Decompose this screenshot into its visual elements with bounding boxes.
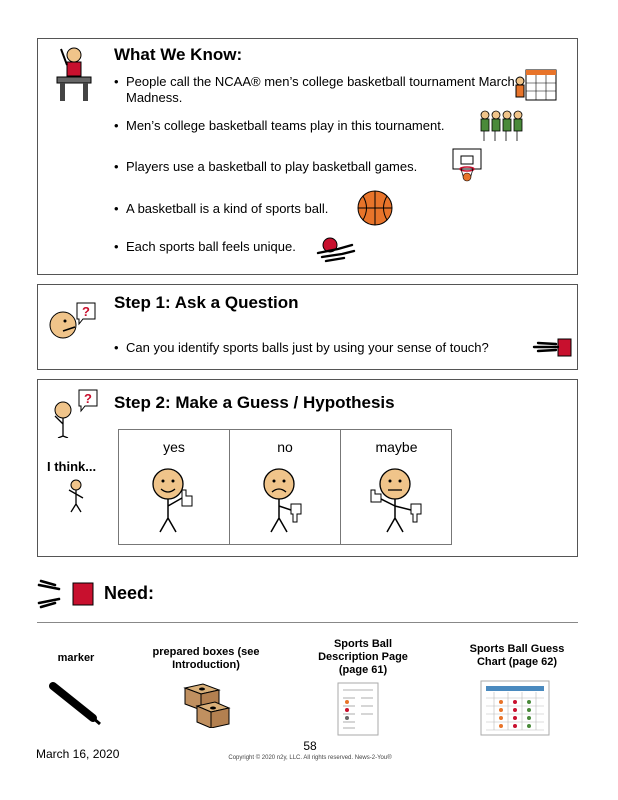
basketball-hoop-icon xyxy=(451,147,483,183)
choice-maybe-label: maybe xyxy=(375,439,418,455)
know-bullet-5: • Each sports ball feels unique. xyxy=(126,239,326,255)
choice-yes[interactable] xyxy=(119,430,230,545)
marker-icon xyxy=(47,680,103,726)
need-item-guess-chart: Sports Ball Guess Chart (page 62) xyxy=(469,643,565,668)
choice-yes-label: yes xyxy=(163,439,185,455)
footer-date: March 16, 2020 xyxy=(36,747,120,761)
step1-box xyxy=(37,284,578,370)
i-think-label: I think... xyxy=(47,459,97,474)
svg-text:?: ? xyxy=(84,391,92,406)
know-bullet-2: • Men’s college basketball teams play in this tournament. xyxy=(126,118,486,134)
basketball-team-icon xyxy=(479,109,525,143)
what-we-know-title: What We Know: xyxy=(114,45,243,64)
thumbs-down-person-icon xyxy=(259,466,311,534)
choice-no-label: no xyxy=(277,439,293,455)
touch-hand-icon xyxy=(532,337,572,359)
choice-no[interactable] xyxy=(230,430,341,545)
footer-copyright: Copyright © 2020 n2y, LLC. All rights reserved. News-2-You® xyxy=(228,755,392,761)
tournament-bracket-icon xyxy=(512,67,558,105)
know-bullet-4: • A basketball is a kind of sports ball. xyxy=(126,201,366,217)
step2-box xyxy=(37,379,578,557)
svg-text:?: ? xyxy=(82,304,90,319)
guess-chart-thumbnail xyxy=(480,680,550,736)
need-item-description-page: Sports Ball Description Page (page 61) xyxy=(318,638,408,676)
need-item-marker: marker xyxy=(57,652,95,664)
need-divider xyxy=(37,622,578,623)
hands-need-icon xyxy=(37,579,95,609)
small-person-icon xyxy=(65,478,87,514)
need-title: Need: xyxy=(104,583,155,603)
need-item-boxes: prepared boxes (see Introduction) xyxy=(152,646,260,671)
teacher-raising-hand-icon xyxy=(54,43,94,101)
step1-title: Step 1: Ask a Question xyxy=(114,293,299,312)
know-bullet-1: • People call the NCAA® men’s college basketball tournament March Madness. xyxy=(126,74,516,106)
cardboard-boxes-icon xyxy=(183,682,231,728)
maybe-person-icon xyxy=(365,466,427,534)
question-head-icon xyxy=(47,301,99,341)
choice-maybe[interactable] xyxy=(341,430,452,545)
hand-touching-ball-icon xyxy=(316,235,356,263)
step2-title: Step 2: Make a Guess / Hypothesis xyxy=(114,393,395,412)
description-page-thumbnail xyxy=(337,682,379,736)
know-bullet-3: • Players use a basketball to play basketball games. xyxy=(126,159,466,175)
what-we-know-box xyxy=(37,38,578,275)
thinking-person-icon xyxy=(49,388,101,438)
basketball-icon xyxy=(356,189,394,227)
thumbs-up-person-icon xyxy=(148,466,200,534)
footer-page-number: 58 xyxy=(303,739,317,753)
hypothesis-choice-table xyxy=(118,429,452,545)
step1-bullet: • Can you identify sports balls just by using your sense of touch? xyxy=(126,340,536,356)
